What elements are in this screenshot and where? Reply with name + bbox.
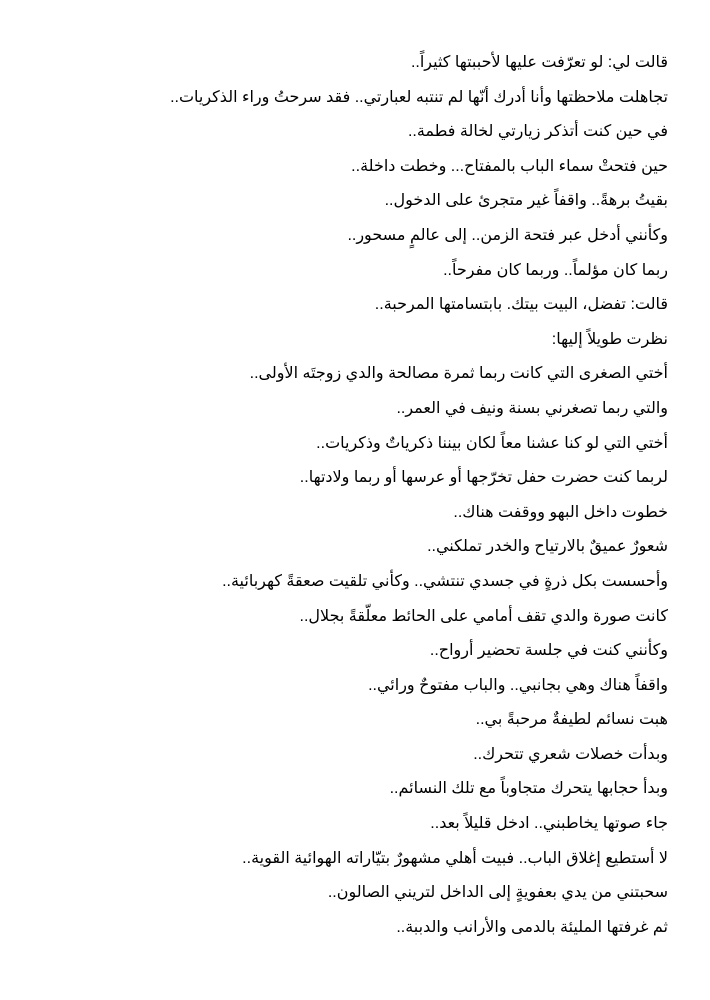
text-line: لربما كنت حضرت حفل تخرّجها أو عرسها أو ربما ولادتها.. <box>299 469 668 487</box>
text-line: لا أستطيع إغلاق الباب.. فبيت أهلي مشهورٌ بتيّاراته الهوائية القوية.. <box>242 849 668 867</box>
text-line: وكأنني كنت في جلسة تحضير أرواح.. <box>429 642 668 660</box>
text-line: في حين كنت أتذكر زيارتي لخالة فطمة.. <box>407 123 668 141</box>
text-line: حين فتحتْ سماء الباب بالمفتاح... وخطت داخلة.. <box>351 157 668 175</box>
text-line: أختي التي لو كنا عشنا معاً لكان بيننا ذكرياتٌ وذكريات.. <box>316 434 668 452</box>
text-line: وكأنني أدخل عبر فتحة الزمن.. إلى عالمٍ مسحور.. <box>347 226 668 244</box>
text-line: أختي الصغرى التي كانت ربما ثمرة مصالحة والدي زوجتَه الأولى.. <box>249 365 668 383</box>
document-body <box>28 46 668 945</box>
text-line: جاء صوتها يخاطبني.. ادخل قليلاً بعد.. <box>430 815 668 833</box>
text-line: وأحسست بكل ذرةٍ في جسدي تنتشي.. وكأني تلقيت صعقةً كهربائية.. <box>222 572 668 590</box>
text-line: كانت صورة والدي تقف أمامي على الحائط معلّقةً بجلال.. <box>299 607 668 625</box>
text-line: نظرت طويلاً إليها: <box>551 330 668 348</box>
text-line: واقفاً هناك وهي بجانبي.. والباب مفتوحٌ ورائي.. <box>368 676 668 694</box>
text-line: والتي ربما تصغرني بسنة ونيف في العمر.. <box>396 399 668 417</box>
text-line: خطوت داخل البهو ووقفت هناك.. <box>453 503 668 521</box>
text-line: قالت: تفضل، البيت بيتك. بابتسامتها المرحبة.. <box>374 296 668 314</box>
text-line: قالت لي: لو تعرّفت عليها لأحببتها كثيراً.. <box>410 54 668 71</box>
text-line: شعورٌ عميقٌ بالارتياح والخدر تملكني.. <box>427 538 668 556</box>
text-line: بقيتُ برهةً.. واقفاً غير متجرئ على الدخول.. <box>384 192 668 210</box>
text-line: وبدأت خصلات شعري تتحرك.. <box>473 745 668 763</box>
text-line: سحبتني من يدي بعفويةٍ إلى الداخل لتريني الصالون.. <box>327 884 668 902</box>
text-line: ثم غرفتها المليئة بالدمى والأرانب والدببة.. <box>396 918 668 936</box>
text-line: وبدأ حجابها يتحرك متجاوباً مع تلك النسائم.. <box>389 780 668 798</box>
text-line: تجاهلت ملاحظتها وأنا أدرك أنّها لم تنتبه لعبارتي.. فقد سرحتُ وراء الذكريات.. <box>170 88 668 106</box>
text-line: هبت نسائم لطيفةٌ مرحبةً بي.. <box>475 711 668 729</box>
text-line: ربما كان مؤلماً.. وربما كان مفرحاً.. <box>443 261 668 279</box>
